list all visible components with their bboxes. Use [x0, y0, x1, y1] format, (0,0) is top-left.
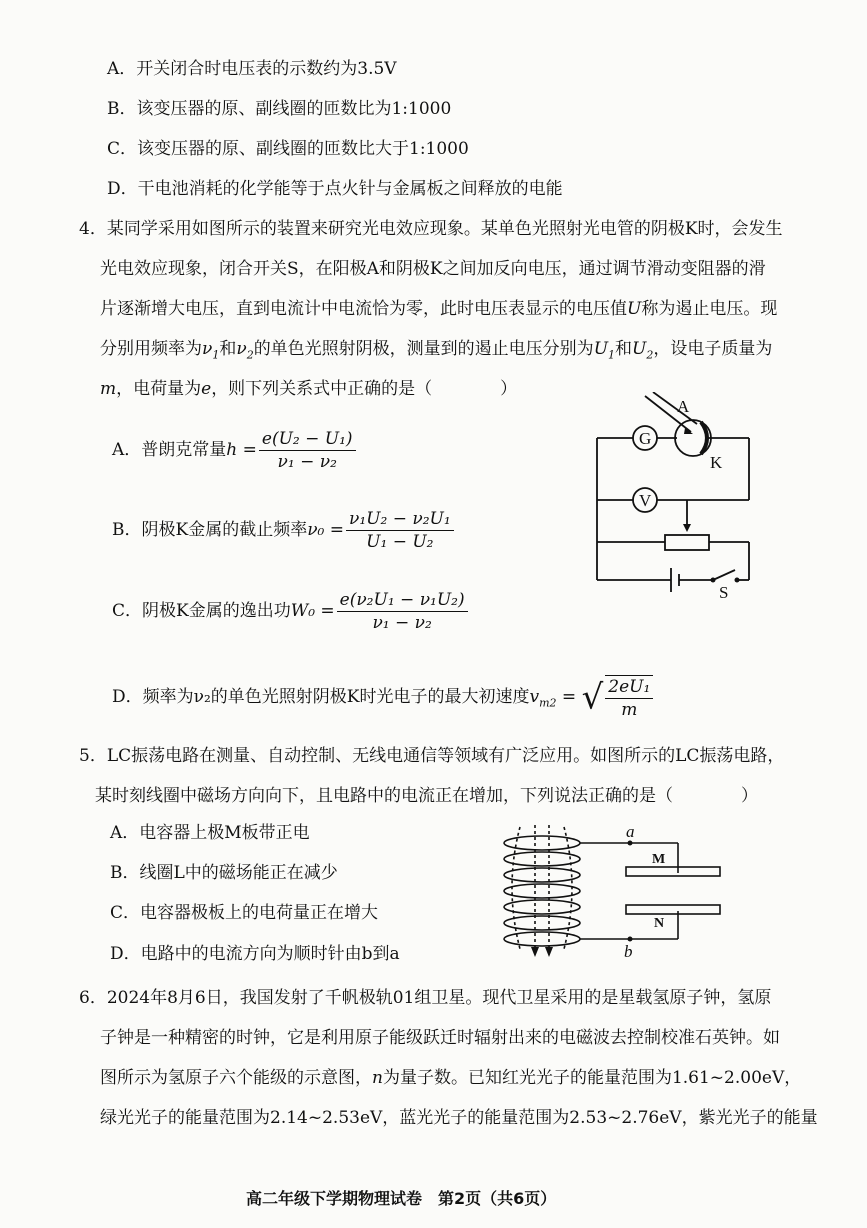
q6-stem-line-4: 绿光光子的能量范围为2.14~2.53eV，蓝光光子的能量范围为2.53~2.76eV，紫光光子的能量 [100, 1108, 818, 1128]
photoelectric-circuit-diagram [585, 392, 760, 607]
q5-option-c: C．电容器极板上的电荷量正在增大 [110, 903, 379, 923]
capacitor-plate-n [626, 905, 720, 914]
q4-stem-line-5: m，电荷量为e，则下列关系式中正确的是（ ） [100, 379, 518, 399]
label-a: A [677, 397, 690, 416]
q3-option-d: D．干电池消耗的化学能等于点火针与金属板之间释放的电能 [107, 179, 563, 199]
label-b: b [624, 942, 633, 961]
q4-stem-line-4: 分别用频率为$\nu_1$和$\nu_2$的单色光照射阴极，测量到的遏止电压分别为$U_1$和$U_2$，设电子质量为 [100, 339, 773, 362]
q6-stem-line-2: 子钟是一种精密的时钟，它是利用原子能级跃迁时辐射出来的电磁波去控制校准石英钟。如 [100, 1028, 780, 1048]
page-footer: 高二年级下学期物理试卷 第2页（共6页） [246, 1189, 557, 1208]
capacitor-plate-m [626, 867, 720, 876]
q3-option-b: B．该变压器的原、副线圈的匝数比为1:1000 [107, 99, 452, 119]
switch-symbol [713, 570, 735, 580]
q4-option-c: C．阴极K金属的逸出功W₀ = $\frac{\text{e(ν₂U₁ − ν₁U₂)}}{\text{ν₁ − ν₂}}$ [112, 586, 468, 636]
q4-stem-line-3: 片逐渐增大电压，直到电流计中电流恰为零，此时电压表显示的电压值U称为遏止电压。现 [100, 299, 778, 319]
label-n: N [654, 916, 665, 931]
q4-stem-line-1: 4．某同学采用如图所示的装置来研究光电效应现象。某单色光照射光电管的阴极K时，会发生 [79, 219, 783, 239]
q6-stem-line-3: 图所示为氢原子六个能级的示意图，n为量子数。已知红光光子的能量范围为1.61~2.00eV， [100, 1068, 802, 1088]
q5-stem-line-1: 5．LC振荡电路在测量、自动控制、无线电通信等领域有广泛应用。如图所示的LC振荡电路， [79, 746, 785, 766]
q4-option-a: A．普朗克常量h = $\frac{\text{e(U₂ − U₁)}}{\text{ν₁ − ν₂}}$ [112, 425, 356, 475]
label-m: M [652, 852, 666, 867]
q5-option-b: B．线圈L中的磁场能正在减少 [110, 863, 338, 883]
q5-option-a: A．电容器上极M板带正电 [110, 823, 310, 843]
q5-option-d: D．电路中的电流方向为顺时针由b到a [110, 944, 400, 964]
q3-option-a: A．开关闭合时电压表的示数约为3.5V [107, 59, 397, 79]
q4-stem-line-2: 光电效应现象，闭合开关S，在阳极A和阴极K之间加反向电压，通过调节滑动变阻器的滑 [100, 259, 766, 279]
q4-option-b: B．阴极K金属的截止频率ν₀ = $\frac{\text{ν₁U₂ − ν₂U₁}}{\text{U₁ − U₂}}$ [112, 505, 454, 555]
q4-option-d: D．频率为ν₂的单色光照射阴极K时光电子的最大初速度$v_{m2}$ = √ $\frac{\text{2eU₁}}{m}$ [112, 672, 653, 728]
q5-stem-line-2: 某时刻线圈中磁场方向向下，且电路中的电流正在增加，下列说法正确的是（ ） [95, 786, 758, 806]
label-v: V [639, 491, 652, 510]
q3-option-c: C．该变压器的原、副线圈的匝数比大于1:1000 [107, 139, 469, 159]
label-s: S [719, 583, 729, 602]
label-k: K [710, 453, 723, 472]
q6-stem-line-1: 6．2024年8月6日，我国发射了千帆极轨01组卫星。现代卫星采用的是星载氢原子钟，氢原 [79, 988, 772, 1008]
lc-circuit-diagram [490, 823, 725, 963]
rheostat-symbol [665, 535, 709, 550]
label-g: G [639, 429, 652, 448]
label-a: a [626, 823, 635, 841]
